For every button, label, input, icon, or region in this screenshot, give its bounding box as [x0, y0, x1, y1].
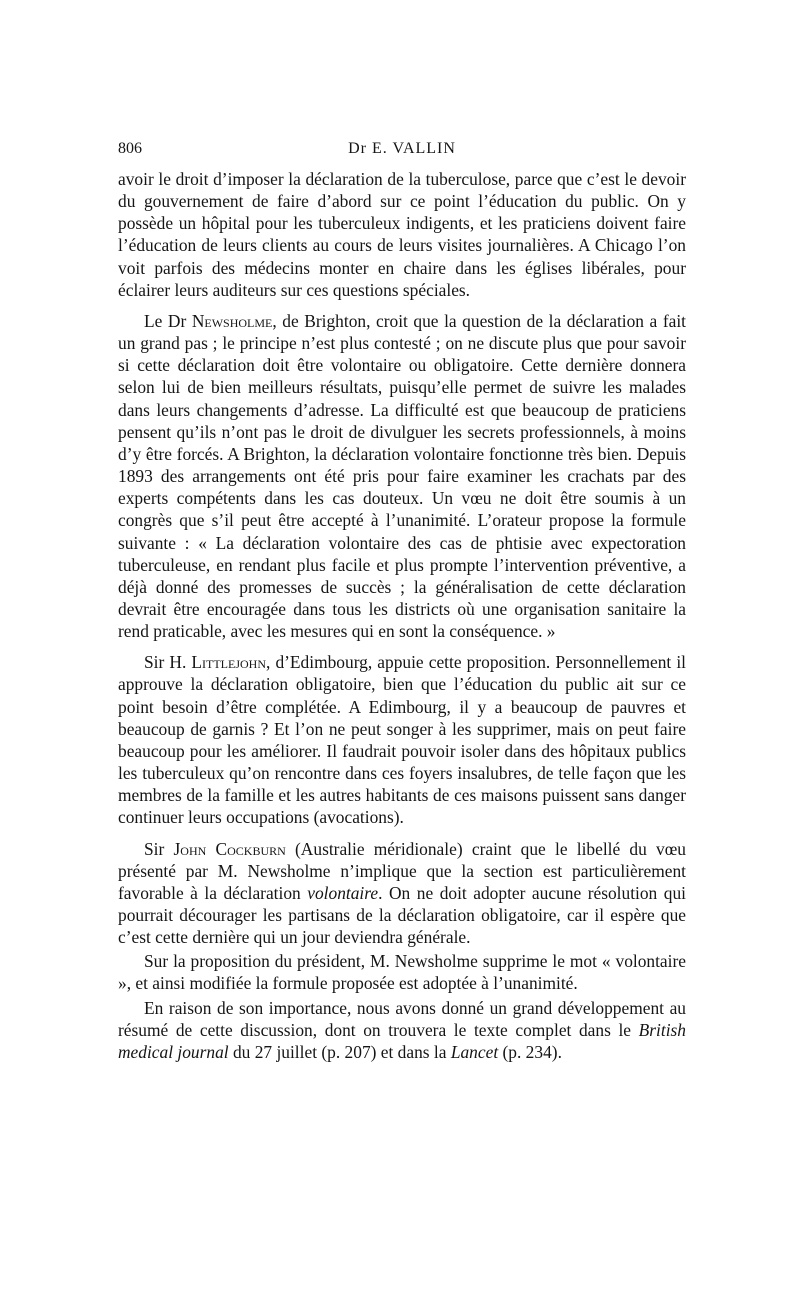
paragraph: [118, 997, 686, 1063]
running-header: [118, 138, 686, 160]
paragraph: [118, 838, 686, 949]
text-run: , de Brighton, croit que la question de la déclaration a fait un grand pas ; le principe n’est plus contesté ; on ne discute plus que pour savoir si cette déclaration doit être volontaire ou obligatoire. Cette dernière donnera selon lui de bien meilleurs résultats, puisqu’elle permet de suivre les malades dans leurs changements d’adresse. La difficulté est que beaucoup de praticiens pensent qu’ils n’ont pas le droit de divulguer les secrets professionnels, à moins d’y être forcés. A Brighton, la déclaration volontaire fonctionne très bien. Depuis 1893 des arrangements ont été pris pour faire examiner les crachats par des experts compétents dans les cas douteux. Un vœu ne doit être soumis à un congrès que s’il peut être accepté à l’unanimité. L’orateur propose la formule suivante : « La déclaration volontaire des cas de phtisie avec expectoration tuberculeuse, en rendant plus facile et plus prompte l’intervention préventive, a déjà donné des promesses de succès ; la généralisation de cette déclaration devrait être encouragée dans tous les districts où une organisation sanitaire la rend praticable, avec les mesures qui en sont la conséquence. »: [118, 310, 686, 642]
text-run: avoir le droit d’imposer la déclaration de la tuberculose, parce que c’est le devoir du gouvernement de faire d’abord sur ce point l’éducation du public. On y possède un hôpital pour les tuberculeux indigents, et les praticiens doivent faire l’éducation de leurs clients au cours de leurs visites journalières. A Chicago l’on voit parfois des médecins monter en chaire dans les églises libérales, pour éclairer leurs auditeurs sur ces questions spéciales.: [118, 169, 686, 300]
text-run: du 27 juillet (p. 207) et dans la: [228, 1041, 451, 1062]
text-run: En raison de son importance, nous avons donné un grand développement au résumé de cette discussion, dont on trouvera le texte complet dans le: [118, 997, 686, 1040]
text-run: Sur la proposition du président, M. Newsholme supprime le mot « volontaire », et ainsi modifiée la formule proposée est adoptée à l’unanimité.: [118, 951, 686, 994]
paragraph: [118, 310, 686, 642]
text-run: (Australie méridionale) craint que le libellé du vœu présenté par M. Newsholme n’implique que la section est particulièrement favorable à la déclaration: [118, 838, 686, 903]
journal-title: Lancet: [450, 1041, 499, 1062]
paragraph: [118, 168, 686, 301]
text-run: Sir: [144, 838, 174, 859]
text-run: (p. 234).: [498, 1041, 562, 1062]
body-text: [118, 168, 686, 1063]
running-title: Dr E. VALLIN: [348, 140, 456, 157]
page-number: 806: [118, 140, 142, 157]
book-page: [118, 138, 686, 1072]
speaker-name: Littlejohn: [191, 652, 266, 673]
paragraph: [118, 651, 686, 828]
paragraph: [118, 950, 686, 994]
text-run: , d’Edimbourg, appuie cette proposition. Personnellement il approuve la déclaration obligatoire, bien que l’éducation du public ait sur ce point besoin d’être complétée. A Edimbourg, il y a beaucoup de pauvres et beaucoup de garnis ? Et l’on ne peut songer à les supprimer, mais on peut faire beaucoup pour les améliorer. Il faudrait pouvoir isoler dans des hôpitaux publics les tuberculeux qu’on rencontre dans ces foyers insalubres, de telle façon que les membres de la famille et les autres habitants de ces maisons puissent sans danger continuer leurs occupations (avocations).: [118, 652, 686, 828]
journal-title: British medical journal: [118, 1019, 686, 1062]
speaker-name: Newsholme: [191, 310, 273, 331]
text-run: Sir H.: [144, 652, 192, 673]
speaker-name: John Cockburn: [173, 838, 286, 859]
text-run: Le Dr: [144, 310, 192, 331]
text-run: . On ne doit adopter aucune résolution qui pourrait décourager les partisans de la déclaration obligatoire, car il espère que c’est cette dernière qui un jour deviendra générale.: [118, 882, 686, 948]
emphasis: volontaire: [307, 882, 379, 903]
